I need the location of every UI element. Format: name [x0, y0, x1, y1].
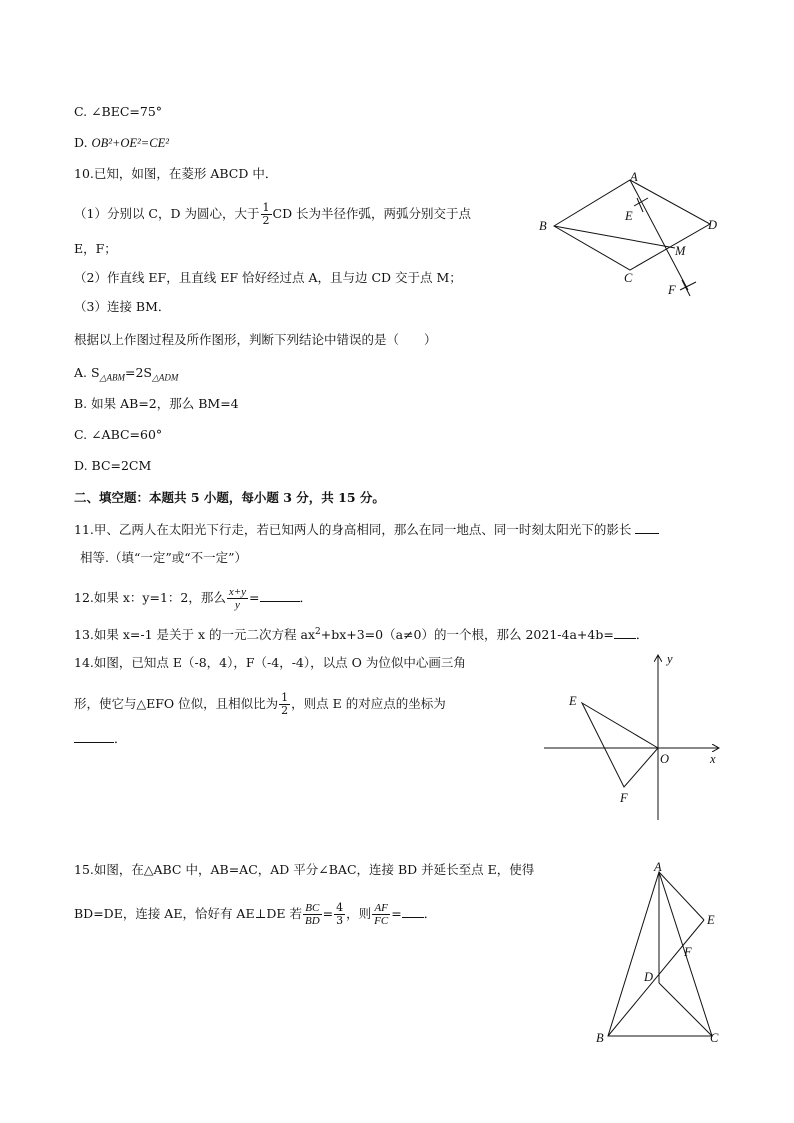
- triangle-abc: [608, 872, 712, 1036]
- fraction-half: $\frac{1}{2}$: [262, 201, 270, 227]
- q13-line: 13.如果 x=-1 是关于 x 的一元二次方程 $ax^2+bx+3=0(a\ne 0)$的一个根，那么 2021-4a+4b= ．: [74, 627, 649, 643]
- label-f: F: [668, 283, 676, 297]
- q10-step2: （2）作直线 EF，且直线 EF 恰好经过点 A，且与边 CD 交于点 M；: [74, 270, 462, 285]
- fraction-x-plus-y-over-y: $\frac{x+y}{y}$: [228, 586, 247, 611]
- fraction-half: $\frac{1}{2}$: [281, 691, 289, 717]
- answer-blank: [260, 589, 300, 602]
- label-x: x: [710, 752, 716, 766]
- fraction-4-3: $\frac{4}{3}$: [336, 901, 344, 927]
- answer-blank: [402, 905, 424, 918]
- label-e: E: [707, 913, 715, 927]
- segment-dc: [659, 983, 712, 1036]
- label-a: A: [630, 170, 638, 184]
- arc-mark-f: [680, 280, 696, 296]
- answer-blank: [635, 521, 659, 534]
- label-o: O: [660, 752, 670, 766]
- q14-coordinate-figure: [540, 650, 730, 825]
- label-c: C: [624, 271, 633, 285]
- q15-line2: BD=DE，连接 AE，恰好有 AE⊥DE 若 $\frac{BC}{BD}$ = $\frac{4}{3}$ ，则 $\frac{AF}{FC}$ = ．: [74, 901, 437, 927]
- q10-rhombus-figure: [530, 168, 730, 303]
- q12-line: 12.如果 x：y=1：2，那么 $\frac{x+y}{y}$ = ．: [74, 586, 313, 611]
- label-e: E: [625, 209, 633, 223]
- label-d: D: [708, 218, 718, 232]
- q14-line1: 14.如图，已知点 E（-8，4），F（-4，-4），以点 O 为位似中心画三角: [74, 655, 466, 670]
- label-f: F: [684, 945, 692, 959]
- q10-question: 根据以上作图过程及所作图形，判断下列结论中错误的是（ ）: [74, 332, 437, 347]
- label-y: y: [667, 652, 673, 666]
- label-b: B: [596, 1031, 604, 1045]
- label-e: E: [569, 694, 577, 708]
- q10-step1: （1）分别以 C，D 为圆心，大于 $\frac{1}{2}$ CD 长为半径作弧，两弧分别交于点: [74, 201, 472, 227]
- q10-step1-cont: E，F；: [74, 241, 117, 256]
- q9-option-c: C. ∠BEC=75°: [74, 104, 163, 119]
- label-m: M: [675, 244, 686, 258]
- q14-line2: 形，使它与△EFO 位似，且相似比为 $\frac{1}{2}$ ，则点 E 的对应点的坐标为: [74, 691, 446, 717]
- label-b: B: [539, 219, 547, 233]
- q11-line1: 11.甲、乙两人在太阳光下行走，若已知两人的身高相同，那么在同一地点、同一时刻太阳光下的影长: [74, 521, 659, 538]
- segment-ae: [659, 872, 704, 920]
- q10-option-a: A. $S_{\triangle ABM}=2S_{\triangle ADM}$: [74, 365, 179, 383]
- section-heading-fill-blank: 二、填空题：本题共 5 小题，每小题 3 分，共 15 分。: [74, 490, 385, 505]
- fraction-af-fc: $\frac{AF}{FC}$: [374, 902, 389, 927]
- q10-title: 10.已知，如图，在菱形 ABCD 中．: [74, 166, 278, 181]
- q14-line3: ．: [74, 730, 127, 747]
- label-d: D: [644, 970, 654, 984]
- label-c: C: [710, 1031, 719, 1045]
- answer-blank: [74, 730, 114, 743]
- q9-option-d: D. OB²+OE²=CE²: [74, 135, 169, 150]
- q10-option-d: D. BC=2CM: [74, 458, 152, 473]
- q15-triangle-figure: [590, 858, 730, 1050]
- segment-be: [608, 920, 704, 1036]
- label-a: A: [654, 860, 662, 874]
- label-f: F: [620, 791, 628, 805]
- q11-line2: 相等.（填“一定”或“不一定”）: [80, 550, 248, 565]
- q15-line1: 15.如图，在△ABC 中，AB=AC，AD 平分∠BAC，连接 BD 并延长至点 E，使得: [74, 862, 535, 877]
- q10-step3: （3）连接 BM．: [74, 299, 171, 314]
- answer-blank: [614, 626, 636, 639]
- rhombus-abcd: [554, 180, 710, 270]
- q10-option-c: C. ∠ABC=60°: [74, 427, 163, 442]
- triangle-efo: [582, 703, 658, 787]
- fraction-bc-bd: $\frac{BC}{BD}$: [304, 902, 320, 927]
- q10-option-b: B. 如果 AB=2，那么 BM=4: [74, 396, 239, 411]
